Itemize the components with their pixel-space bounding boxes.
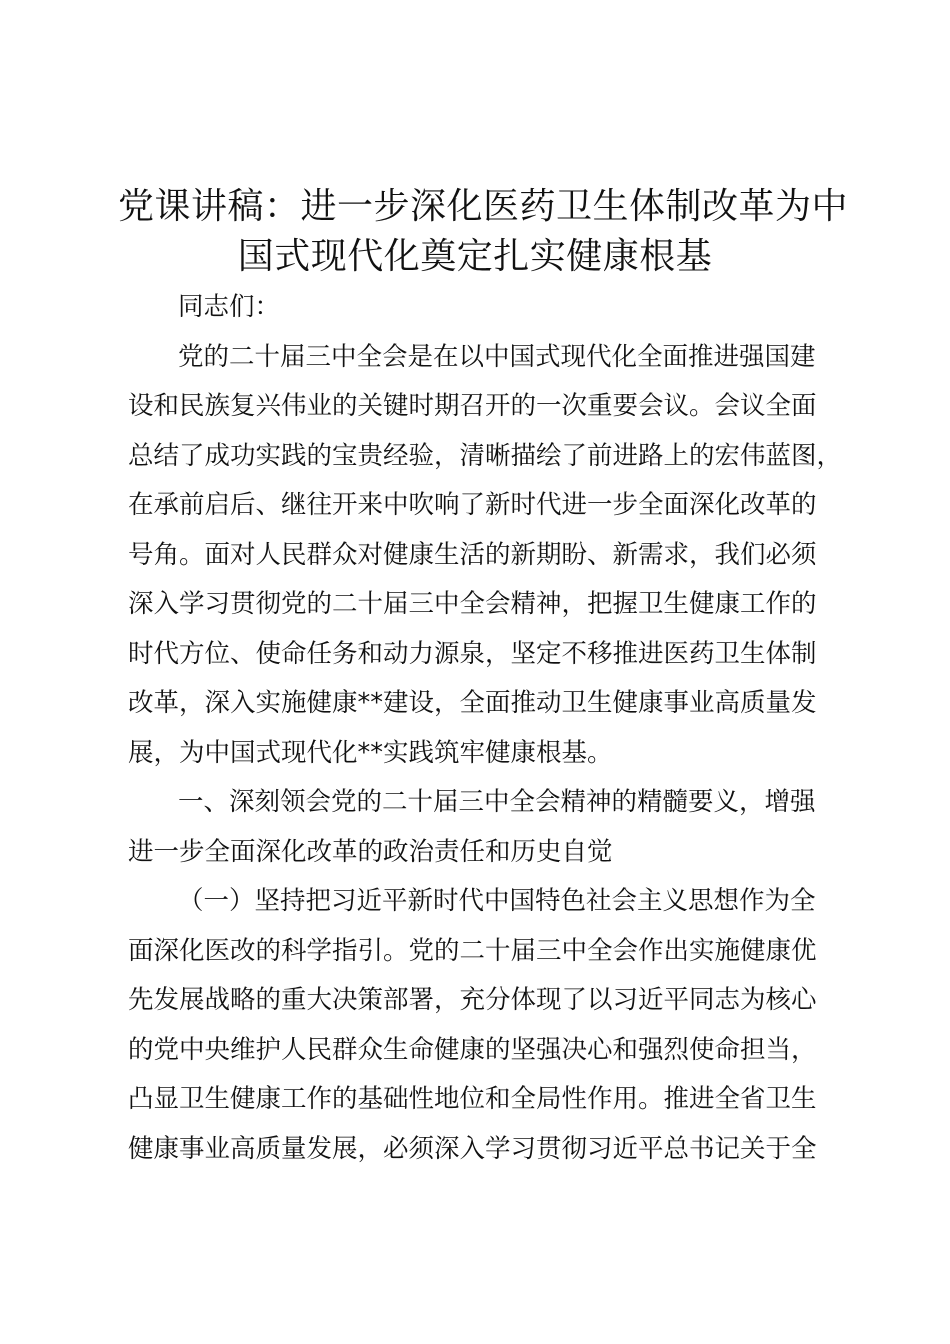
text-line: 在承前启后、继往开来中吹响了新时代进一步全面深化改革的 (128, 490, 817, 520)
title-line: 国式现代化奠定扎实健康根基 (237, 236, 713, 277)
paragraph-section-1 (128, 877, 832, 1174)
text-line: 健康事业高质量发展，必须深入学习贯彻习近平总书记关于全 (128, 1133, 817, 1164)
paragraph-intro (128, 333, 843, 779)
document-title (118, 182, 849, 282)
text-line: 号角。面对人民群众对健康生活的新期盼、新需求，我们必须 (128, 539, 817, 570)
title-line: 党课讲稿：进一步深化医药卫生体制改革为中 (118, 186, 849, 227)
text-line: （一）坚持把习近平新时代中国特色社会主义思想作为全 (178, 886, 816, 916)
text-line: 展，为中国式现代化**实践筑牢健康根基。 (128, 737, 613, 768)
heading-line: 进一步全面深化改革的政治责任和历史自觉 (128, 836, 613, 867)
section-heading (128, 778, 832, 877)
document-body (128, 283, 843, 1174)
text-line: 的党中央维护人民群众生命健康的坚强决心和强烈使命担当， (128, 1034, 817, 1065)
text-line: 先发展战略的重大决策部署，充分体现了以习近平同志为核心 (128, 985, 817, 1015)
text-line: 设和民族复兴伟业的关键时期召开的一次重要会议。会议全面 (128, 391, 817, 421)
text-line: 改革，深入实施健康**建设，全面推动卫生健康事业高质量发 (128, 688, 817, 718)
text-line: 面深化医改的科学指引。党的二十届三中全会作出实施健康优 (128, 935, 817, 966)
heading-line: 一、深刻领会党的二十届三中全会精神的精髓要义，增强 (178, 787, 816, 817)
text-line: 党的二十届三中全会是在以中国式现代化全面推进强国建 (178, 341, 816, 372)
text-line: 凸显卫生健康工作的基础性地位和全局性作用。推进全省卫生 (128, 1084, 817, 1114)
salutation: 同志们： (178, 292, 281, 322)
text-line: 总结了成功实践的宝贵经验，清晰描绘了前进路上的宏伟蓝图， (128, 440, 843, 471)
text-line: 深入学习贯彻党的二十届三中全会精神，把握卫生健康工作的 (128, 589, 817, 619)
text-line: 时代方位、使命任务和动力源泉，坚定不移推进医药卫生体制 (128, 638, 817, 669)
